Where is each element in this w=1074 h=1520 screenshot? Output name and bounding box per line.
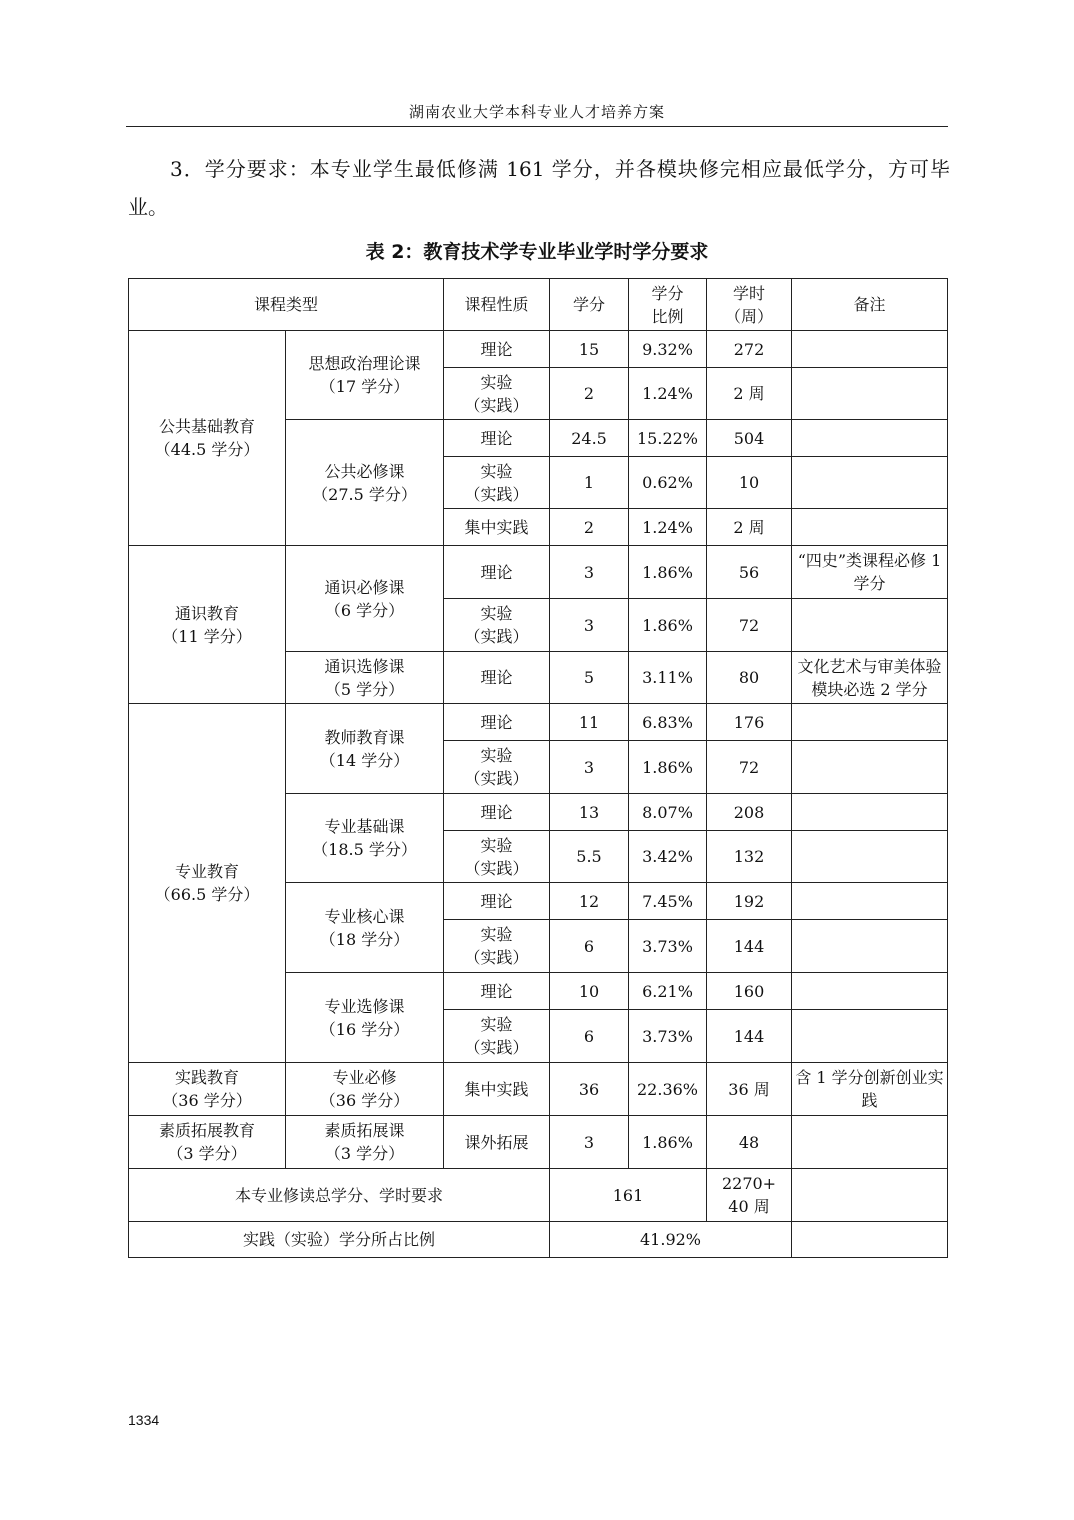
cell-nature: 理论 (444, 652, 550, 704)
course-major-elective: 专业选修课 （16 学分） (286, 973, 444, 1063)
cell-credits: 3 (550, 741, 629, 794)
cell-nature: 实验 （实践） (444, 457, 550, 509)
cell-remark (792, 599, 948, 652)
cell-ratio: 22.36% (629, 1063, 707, 1116)
cell-credits: 5.5 (550, 831, 629, 883)
cell-nature: 理论 (444, 331, 550, 368)
cell-credits: 15 (550, 331, 629, 368)
credit-requirement-paragraph: 3．学分要求：本专业学生最低修满 161 学分，并各模块修完相应最低学分，方可毕业。 (128, 157, 950, 219)
cell-remark (792, 457, 948, 509)
cell-credits: 3 (550, 599, 629, 652)
cell-hours: 176 (707, 704, 792, 741)
course-practice-required: 专业必修 （36 学分） (286, 1063, 444, 1116)
cell-ratio: 6.83% (629, 704, 707, 741)
cell-hours: 272 (707, 331, 792, 368)
course-major-basic: 专业基础课 （18.5 学分） (286, 794, 444, 883)
cell-nature: 实验 （实践） (444, 1010, 550, 1063)
cell-hours: 56 (707, 546, 792, 599)
cell-credits: 5 (550, 652, 629, 704)
cell-ratio: 6.21% (629, 973, 707, 1010)
cell-nature: 理论 (444, 794, 550, 831)
cell-nature: 理论 (444, 973, 550, 1010)
cell-nature: 理论 (444, 883, 550, 920)
course-general-elective: 通识选修课 （5 学分） (286, 652, 444, 704)
cell-remark (792, 973, 948, 1010)
table-row (129, 1116, 948, 1169)
cell-ratio: 1.86% (629, 1116, 707, 1169)
cell-remark (792, 920, 948, 973)
cell-credits: 2 (550, 368, 629, 420)
course-major-core: 专业核心课 （18 学分） (286, 883, 444, 973)
cell-credits: 11 (550, 704, 629, 741)
cell-hours: 48 (707, 1116, 792, 1169)
header-title: 湖南农业大学本科专业人才培养方案 (408, 103, 665, 121)
cell-credits: 3 (550, 1116, 629, 1169)
cell-credits: 10 (550, 973, 629, 1010)
cell-nature: 理论 (444, 420, 550, 457)
cell-credits: 13 (550, 794, 629, 831)
cell-hours: 208 (707, 794, 792, 831)
practice-ratio-remark (792, 1222, 948, 1258)
practice-ratio-row (129, 1222, 948, 1258)
cell-ratio: 0.62% (629, 457, 707, 509)
cell-hours: 36 周 (707, 1063, 792, 1116)
module-general: 通识教育 （11 学分） (129, 546, 286, 704)
cell-nature: 理论 (444, 546, 550, 599)
cell-nature: 理论 (444, 704, 550, 741)
cell-ratio: 3.11% (629, 652, 707, 704)
cell-credits: 3 (550, 546, 629, 599)
cell-credits: 36 (550, 1063, 629, 1116)
cell-remark (792, 831, 948, 883)
cell-remark (792, 368, 948, 420)
cell-credits: 6 (550, 920, 629, 973)
header-nature: 课程性质 (444, 279, 550, 331)
cell-credits: 1 (550, 457, 629, 509)
course-quality: 素质拓展课 （3 学分） (286, 1116, 444, 1169)
total-label: 本专业修读总学分、学时要求 (129, 1169, 550, 1222)
cell-ratio: 1.86% (629, 599, 707, 652)
cell-hours: 192 (707, 883, 792, 920)
cell-remark (792, 883, 948, 920)
cell-hours: 504 (707, 420, 792, 457)
header-ratio: 学分 比例 (629, 279, 707, 331)
cell-nature: 实验 （实践） (444, 599, 550, 652)
cell-ratio: 3.42% (629, 831, 707, 883)
cell-nature: 集中实践 (444, 1063, 550, 1116)
table-row (129, 704, 948, 741)
header-remark: 备注 (792, 279, 948, 331)
cell-hours: 80 (707, 652, 792, 704)
practice-ratio-label: 实践（实验）学分所占比例 (129, 1222, 550, 1258)
module-major: 专业教育 （66.5 学分） (129, 704, 286, 1063)
cell-remark (792, 509, 948, 546)
table-row (129, 546, 948, 599)
course-politics: 思想政治理论课 （17 学分） (286, 331, 444, 420)
course-public-required: 公共必修课 （27.5 学分） (286, 420, 444, 546)
cell-ratio: 1.86% (629, 741, 707, 794)
cell-remark: 文化艺术与审美体验模块必选 2 学分 (792, 652, 948, 704)
cell-ratio: 1.24% (629, 509, 707, 546)
cell-remark: 含 1 学分创新创业实践 (792, 1063, 948, 1116)
cell-remark (792, 794, 948, 831)
cell-credits: 24.5 (550, 420, 629, 457)
cell-nature: 实验 （实践） (444, 920, 550, 973)
cell-remark (792, 1116, 948, 1169)
header-credits: 学分 (550, 279, 629, 331)
cell-hours: 10 (707, 457, 792, 509)
cell-hours: 2 周 (707, 368, 792, 420)
cell-remark: “四史”类课程必修 1 学分 (792, 546, 948, 599)
cell-ratio: 15.22% (629, 420, 707, 457)
cell-hours: 2 周 (707, 509, 792, 546)
cell-ratio: 8.07% (629, 794, 707, 831)
cell-hours: 132 (707, 831, 792, 883)
credit-table (128, 278, 948, 1258)
practice-ratio-value: 41.92% (550, 1222, 792, 1258)
module-quality: 素质拓展教育 （3 学分） (129, 1116, 286, 1169)
cell-hours: 72 (707, 599, 792, 652)
table-row (129, 1063, 948, 1116)
cell-ratio: 7.45% (629, 883, 707, 920)
cell-remark (792, 420, 948, 457)
cell-ratio: 1.24% (629, 368, 707, 420)
cell-hours: 72 (707, 741, 792, 794)
module-public: 公共基础教育 （44.5 学分） (129, 331, 286, 546)
cell-nature: 集中实践 (444, 509, 550, 546)
cell-remark (792, 1010, 948, 1063)
total-row (129, 1169, 948, 1222)
cell-ratio: 1.86% (629, 546, 707, 599)
cell-nature: 实验 （实践） (444, 741, 550, 794)
total-credits: 161 (550, 1169, 707, 1222)
table-caption: 表 2：教育技术学专业毕业学时学分要求 (365, 241, 709, 263)
cell-nature: 课外拓展 (444, 1116, 550, 1169)
cell-credits: 2 (550, 509, 629, 546)
running-header (126, 98, 948, 127)
cell-ratio: 3.73% (629, 920, 707, 973)
cell-hours: 144 (707, 920, 792, 973)
cell-credits: 12 (550, 883, 629, 920)
course-general-required: 通识必修课 （6 学分） (286, 546, 444, 652)
header-hours: 学时 （周） (707, 279, 792, 331)
cell-hours: 144 (707, 1010, 792, 1063)
cell-remark (792, 331, 948, 368)
page-number: 1334 (128, 1412, 160, 1428)
cell-nature: 实验 （实践） (444, 831, 550, 883)
module-practice: 实践教育 （36 学分） (129, 1063, 286, 1116)
table-row (129, 331, 948, 368)
cell-ratio: 3.73% (629, 1010, 707, 1063)
course-teacher: 教师教育课 （14 学分） (286, 704, 444, 794)
cell-hours: 160 (707, 973, 792, 1010)
cell-nature: 实验 （实践） (444, 368, 550, 420)
header-course-type: 课程类型 (129, 279, 444, 331)
table-header-row (129, 279, 948, 331)
total-remark (792, 1169, 948, 1222)
total-hours: 2270+ 40 周 (707, 1169, 792, 1222)
cell-remark (792, 741, 948, 794)
cell-ratio: 9.32% (629, 331, 707, 368)
cell-credits: 6 (550, 1010, 629, 1063)
cell-remark (792, 704, 948, 741)
